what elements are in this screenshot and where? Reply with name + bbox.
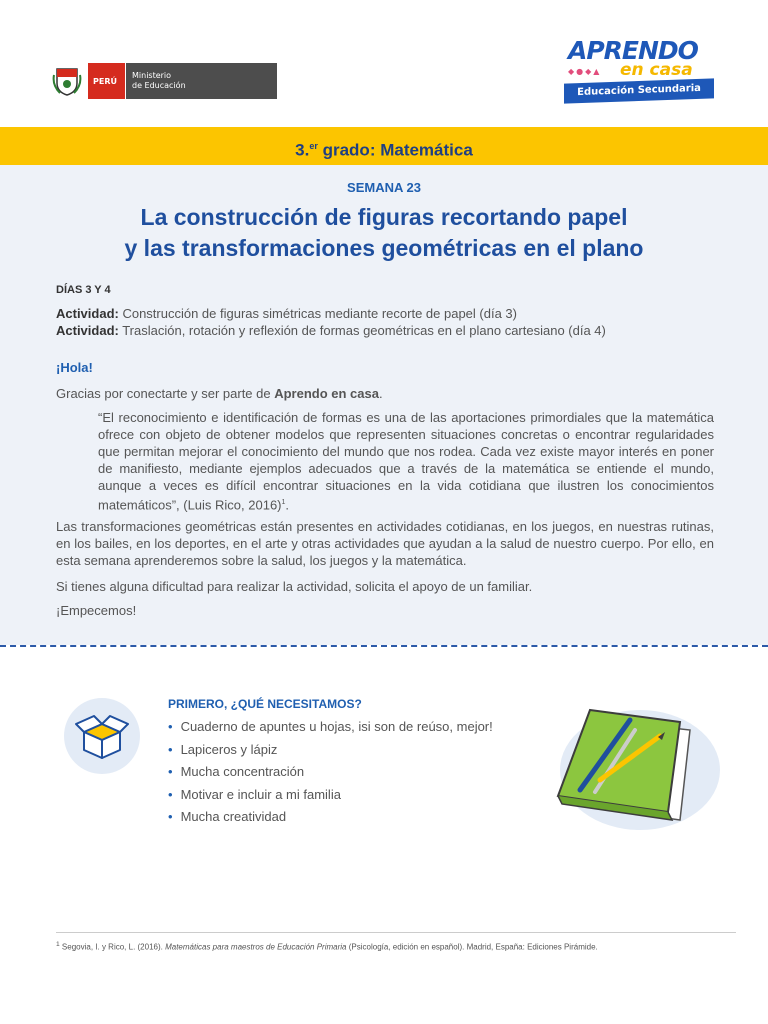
peru-label: PERÚ bbox=[88, 63, 126, 99]
section-divider bbox=[0, 645, 768, 647]
page-header bbox=[0, 0, 768, 127]
brand-dots-decoration: ◆●◆▲ bbox=[568, 67, 602, 76]
title-line1: La construcción de figuras recortando papel bbox=[140, 204, 628, 230]
paragraph-1: Las transformaciones geométricas están presentes en actividades cotidianas, en los juegos, en nuestras rutinas, en los bailes, en los deportes, en el arte y otras actividades que ayudan a la salud de nuestro cuerpo. Por ello, en esta semana aprenderemos sobre la salud, los juegos y la matemática. bbox=[56, 519, 714, 568]
footnote-divider bbox=[56, 932, 736, 933]
footnote bbox=[56, 941, 736, 952]
thanks-bold: Aprendo en casa bbox=[274, 386, 379, 401]
days-label: DÍAS 3 Y 4 bbox=[56, 284, 111, 296]
paragraph-2: Si tienes alguna dificultad para realizar la actividad, solicita el apoyo de un familiar. bbox=[56, 579, 533, 594]
thanks-post: . bbox=[378, 386, 383, 401]
thanks-pre: Gracias por conectarte y ser parte de bbox=[56, 386, 275, 401]
footnote-pre: Segovia, I. y Rico, L. (2016). bbox=[59, 942, 166, 952]
peru-shield-icon bbox=[52, 65, 82, 97]
grade-number: 3. bbox=[295, 140, 310, 160]
page-title bbox=[40, 202, 728, 264]
activity-label: Actividad: bbox=[56, 306, 119, 321]
brand-secundaria: Educación Secundaria bbox=[564, 78, 714, 103]
grade-sup: er bbox=[309, 141, 318, 151]
list-item: • Mucha creatividad bbox=[168, 806, 493, 829]
footnote-italic: Matemáticas para maestros de Educación Primaria bbox=[165, 942, 347, 952]
brand-encasa: en casa bbox=[620, 60, 693, 80]
list-item: • Lapiceros y lápiz bbox=[168, 739, 493, 762]
activity-2-text: Traslación, rotación y reflexión de formas geométricas en el plano cartesiano (día 4) bbox=[118, 323, 606, 338]
thanks-paragraph bbox=[56, 385, 714, 402]
aprendo-en-casa-logo bbox=[560, 36, 720, 106]
greeting: ¡Hola! bbox=[56, 360, 93, 375]
list-item: • Mucha concentración bbox=[168, 761, 493, 784]
activity-1-text: Construcción de figuras simétricas mediante recorte de papel (día 3) bbox=[118, 306, 517, 321]
footnote-post: (Psicología, edición en español). Madrid, España: Ediciones Pirámide. bbox=[346, 942, 598, 952]
quote-end: . bbox=[285, 497, 290, 513]
notebook-pencils-icon bbox=[540, 700, 720, 832]
grade-banner bbox=[0, 127, 768, 165]
ministry-label bbox=[126, 63, 277, 99]
list-item: • Motivar e incluir a mi familia bbox=[168, 784, 493, 807]
quote-footnote-ref: 1 bbox=[281, 499, 286, 506]
quote-text: “El reconocimiento e identificación de formas es una de las aportaciones primordiales que la matemática ofrece con objeto de obtener modelos que representen situaciones concretas o encontrar regularidades que permitan mejorar el conocimiento del mundo que nos rodea. Cada vez existe mayor interés en poner de manifiesto, mediante ejemplos adecuados que a través de la matemática se entiende el mundo, aunque a veces es difícil encontrar situaciones en la vida cotidiana que ilustren los conocimientos matemáticos”, (Luis Rico, 2016) bbox=[98, 410, 714, 513]
list-item: • Cuaderno de apuntes u hojas, isi son de reúso, mejor! bbox=[168, 716, 493, 739]
week-label: SEMANA 23 bbox=[347, 180, 421, 195]
ministry-line1: Ministerio bbox=[132, 71, 172, 80]
needs-title: PRIMERO, ¿QUÉ NECESITAMOS? bbox=[168, 697, 362, 711]
activity-2 bbox=[56, 323, 606, 338]
footnote-number: 1 bbox=[56, 941, 60, 948]
title-line2: y las transformaciones geométricas en el plano bbox=[124, 235, 644, 261]
quote-paragraph bbox=[98, 409, 714, 513]
paragraph-3: ¡Empecemos! bbox=[56, 603, 137, 618]
box-icon bbox=[62, 698, 142, 774]
activity-label: Actividad: bbox=[56, 323, 119, 338]
needs-list bbox=[168, 716, 493, 829]
grade-label: grado: Matemática bbox=[317, 140, 473, 160]
ministry-line2: de Educación bbox=[132, 81, 186, 90]
activity-1 bbox=[56, 306, 517, 321]
brand-aprendo: APRENDO bbox=[568, 36, 698, 65]
government-logo bbox=[52, 63, 277, 99]
